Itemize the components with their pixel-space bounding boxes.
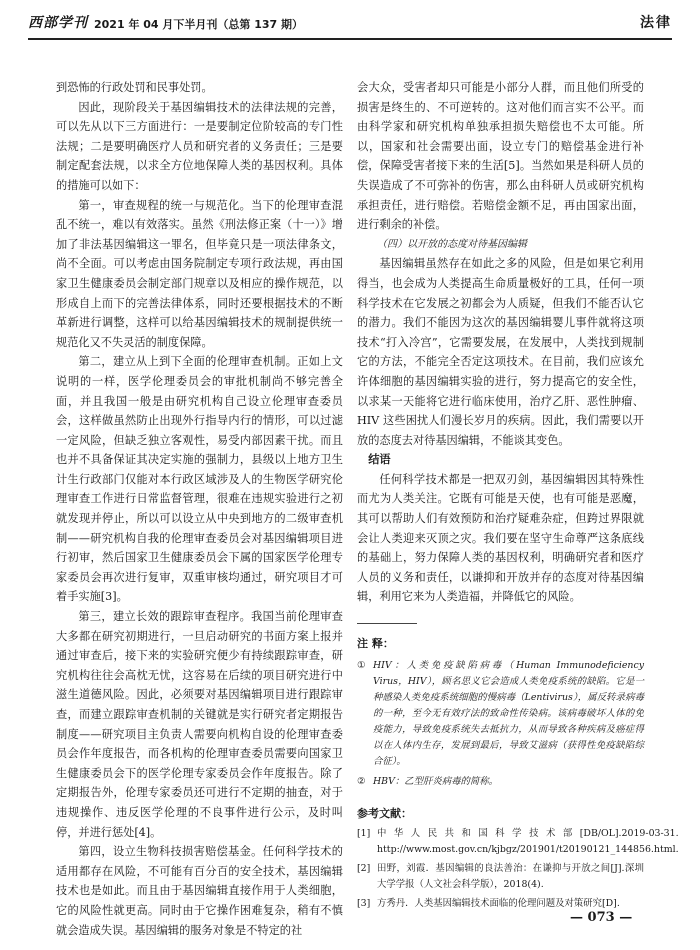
footnote [357, 774, 644, 790]
issue-info: 2021 年 04 月下半月刊（总第 137 期） [94, 18, 304, 31]
journal-logo: 西部学刊 [28, 15, 88, 31]
reference-text: 中华人民共和国科学技术部[DB/OL].2019-03-31. http://www.most.gov.cn/kjbgz/201901/t20190121_144856.html. [377, 828, 679, 856]
section-subheading: （四）以开放的态度对待基因编辑 [377, 238, 527, 250]
reference-number: [2] [357, 863, 371, 875]
reference-number: [1] [357, 828, 371, 840]
references-label: 参考文献： [357, 806, 412, 820]
section-title: 法律 [640, 15, 672, 31]
footnote-text: HBV：乙型肝炎病毒的简称。 [373, 775, 498, 787]
body-paragraph: 会大众，受害者却只可能是小部分人群，而且他们所受的损害是终生的、不可逆转的。这对他们而言实不公平。而由科学家和研究机构单独承担损失赔偿也不太可能。所以，国家和社会需要出面，设立专门的赔偿基金进行补偿，保障受害者接下来的生活[5]。当然如果是科研人员的失误造成了不可弥补的伤害，那么由科研人员或研究机构承担责任，进行赔偿。若赔偿金额不足，再由国家出面，进行剩余的补偿。 [357, 81, 644, 232]
right-column [357, 78, 679, 912]
body-paragraph: 基因编辑虽然存在如此之多的风险，但是如果它利用得当，也会成为人类提高生命质量极好的工具，任何一项科学技术在它发展之初都会为人质疑，但我们不能否认它的潜力。我们不能因为这次的基因编辑婴儿事件就将这项技术“打入冷宫”，它需要发展，在发展中，人类找到规制它的方法，不能完全否定这项技术。在目前，我们应该允许体细胞的基因编辑实验的进行，努力提高它的安全性，以求某一天能将它进行临床使用，治疗乙肝、恶性肿瘤、HIV 这些困扰人们漫长岁月的疾病。因此，我们需要以开放的态度去对待基因编辑，不能谈其变色。 [357, 257, 644, 447]
left-column [56, 78, 343, 940]
reference-text: 田野，刘霞．基因编辑的良法善治：在谦抑与开放之间[J].深圳大学学报（人文社会科学版），2018(4). [377, 863, 644, 891]
journal-info [28, 12, 303, 32]
footnote-number: ① [357, 659, 366, 671]
reference-text: 方秀丹．人类基因编辑技术面临的伦理问题及对策研究[D]. [377, 898, 620, 910]
reference-item [357, 861, 644, 893]
body-paragraph: 第四，设立生物科技损害赔偿基金。任何科学技术的适用都存在风险，不可能有百分百的安全技术，基因编辑技术也是如此。而且由于基因编辑直接作用于人类细胞，它的风险性就更高。同时由于它操作困难复杂，稍有不慎就会造成失误。基因编辑的服务对象是不特定的社 [56, 845, 343, 937]
page-number: — 073 — [570, 910, 633, 925]
reference-item [357, 826, 679, 858]
body-paragraph: 任何科学技术都是一把双刃剑，基因编辑因其特殊性而尤为人类关注。它既有可能是天使，也有可能是恶魔，其可以帮助人们有效预防和治疗疑难杂症，但跨过界限就会让人类迎来灭顶之灾。我们要在坚守生命尊严这条底线的基础上，努力保障人类的基因权利，明确研究者和医疗人员的义务和责任，以谦抑和开放并存的态度对待基因编辑，利用它来为人类造福，并降低它的风险。 [357, 472, 644, 604]
footnote-text: HIV：人类免疫缺陷病毒（Human Immunodeficiency Virus，HIV），顾名思义它会造成人类免疫系统的缺陷。它是一种感染人类免疫系统细胞的慢病毒（Lentivirus），属反转录病毒的一种，至今无有效疗法的致命性传染病。该病毒破坏人体的免疫能力，导致免疫系统失去抵抗力，从而导致各种疾病及癌症得以在人体内生存，发展到最后，导致艾滋病（获得性免疫缺陷综合征）。 [373, 659, 644, 767]
reference-number: [3] [357, 898, 371, 910]
right-body [357, 78, 644, 607]
body-paragraph: 因此，现阶段关于基因编辑技术的法律法规的完善，可以先从以下三方面进行：一是要制定位阶较高的专门性法规；二是要明确医疗人员和研究者的义务责任；三是要制定配套法规，以求全方位地保障人类的基因权利。具体的措施可以如下： [56, 100, 343, 192]
references-list [357, 826, 679, 912]
body-paragraph: 第一，审查规程的统一与规范化。当下的伦理审查混乱不统一，难以有效落实。虽然《刑法修正案（十一）》增加了非法基因编辑这一罪名，但毕竟只是一项法律条文，尚不全面。可以考虑由国务院制定专项行政法规，再由国家卫生健康委员会制定部门规章以及相应的操作规范，以形成自上而下的完善法律体系，同时还要根据技术的不断革新进行调整，这样可以给基因编辑技术的规制提供统一规范化又不失灵活的制度保障。 [56, 198, 343, 349]
section-heading: 结语 [368, 452, 391, 467]
notes-list [357, 658, 644, 790]
body-paragraph: 第二，建立从上到下全面的伦理审查机制。正如上文说明的一样，医学伦理委员会的审批机制尚不够完善全面，并且我国一般是由研究机构自己设立伦理审查委员会，这样做虽然防止出现外行指导内行的情形，可以过滤一定风险，但缺乏独立客观性，易受内部因素干扰。而且也并不具备保证其决定实施的强制力，县级以上地方卫生计生行政部门仅能对本行政区域涉及人的生物医学研究伦理审查工作进行日常监督管理，很难在违规实验进行之初就发现并停止，所以可以设立从中央到地方的二级审查机制——研究机构自我的伦理审查委员会对基因编辑项目进行初审，然后国家卫生健康委员会下属的国家医学伦理专家委员会再次进行复审，双重审核均通过，研究项目才可着手实施[3]。 [56, 355, 343, 604]
footnote-number: ② [357, 775, 366, 787]
notes-label: 注 释： [357, 623, 417, 654]
body-paragraph: 第三，建立长效的跟踪审查程序。我国当前伦理审查大多都在研究初期进行，一旦启动研究的书面方案上报并通过审查后，接下来的实验研究便少有持续跟踪审查，研究机构往往会高枕无忧，这容易在后续的项目研究进行中滋生道德风险。因此，必须要对基因编辑项目进行跟踪审查，而建立跟踪审查机制的关键就是实行研究者定期报告制度——研究项目主负责人需要向机构自设的伦理审查委员会作年度报告，而各机构的伦理审查委员需要向国家卫生健康委员会下的医学伦理专家委员会作年度报告。除了定期报告外，伦理专家委员还可进行不定期的抽查，对于违规操作、违反医学伦理的不良事件进行公示，及时叫停，并进行惩处[4]。 [56, 610, 343, 839]
footnote [357, 658, 644, 770]
page-header [28, 10, 672, 40]
body-paragraph: 到恐怖的行政处罚和民事处罚。 [56, 81, 213, 94]
